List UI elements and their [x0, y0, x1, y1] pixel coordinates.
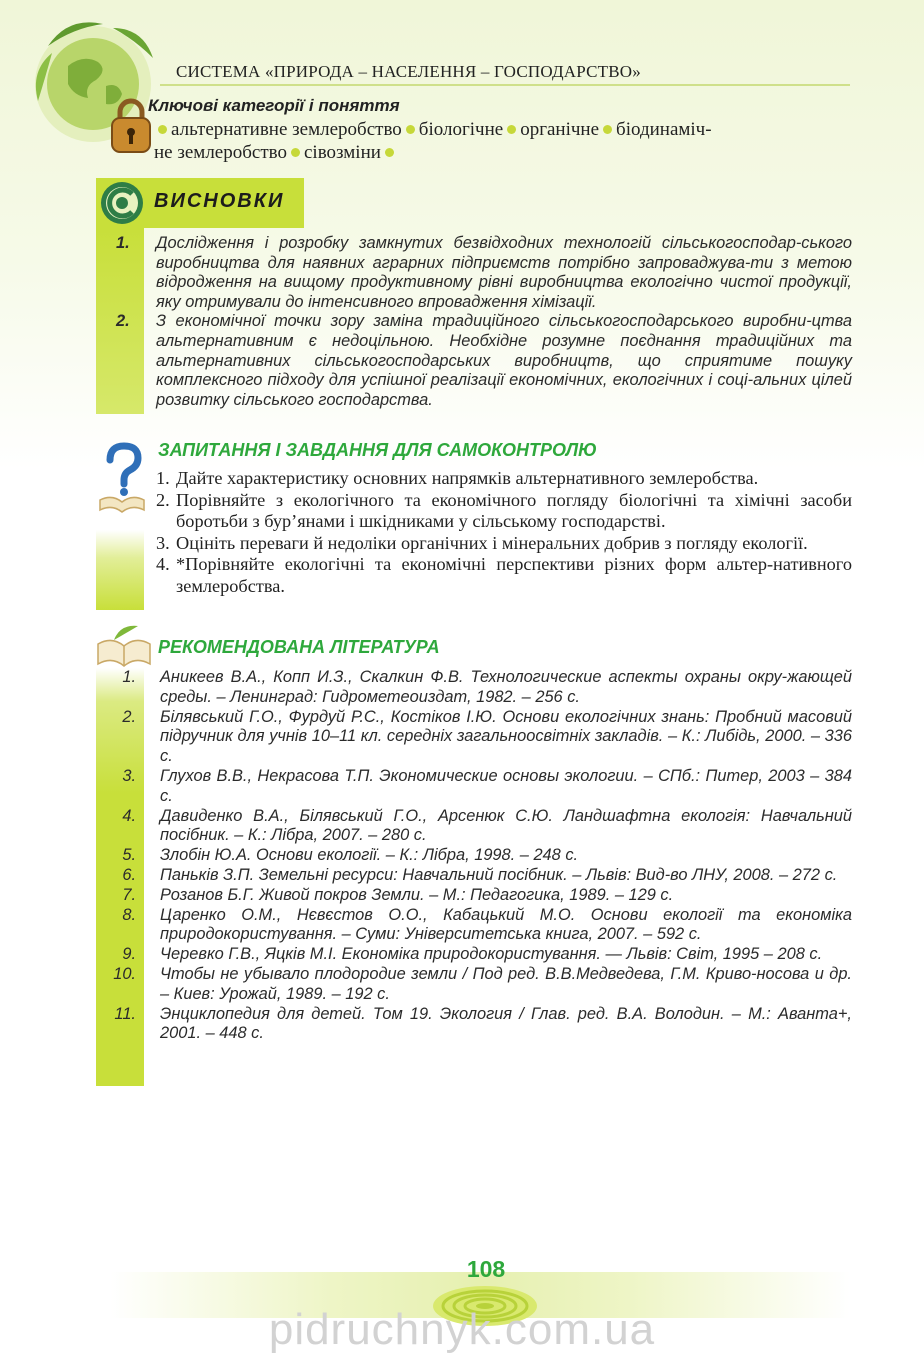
literature-number: 10.	[113, 964, 136, 983]
literature-item	[96, 1005, 852, 1045]
question-item	[156, 554, 852, 597]
literature-text: Паньків З.П. Земельні ресурси: Навчальний посібник. – Львів: Вид-во ЛНУ, 2008. – 272 с.	[160, 865, 838, 884]
literature-text: Аникеев В.А., Копп И.З., Скалкин Ф.В. Технологические аспекты охраны окру-жающей среды. – Ленинград: Гидрометеоиздат, 1982. – 256 с.	[160, 668, 852, 706]
conclusion-number: 1.	[116, 234, 130, 252]
bullet-dot	[406, 125, 415, 134]
literature-item	[96, 708, 852, 767]
literature-number: 8.	[122, 905, 136, 924]
bullet-dot	[158, 125, 167, 134]
literature-text: Злобін Ю.А. Основи екології. – К.: Лібра, 1998. – 248 с.	[160, 846, 579, 865]
literature-item	[96, 866, 852, 886]
term: органічне	[520, 119, 600, 140]
conclusions-list	[96, 234, 852, 410]
literature-item	[96, 965, 852, 1005]
literature-item	[96, 767, 852, 807]
question-number: 2.	[156, 489, 170, 510]
term: біодинаміч-	[616, 119, 712, 140]
literature-item	[96, 668, 852, 708]
literature-item	[96, 846, 852, 866]
literature-number: 7.	[122, 885, 136, 904]
question-text: Дайте характеристику основних напрямків альтернативного землеробства.	[176, 468, 759, 488]
literature-text: Давиденко В.А., Білявський Г.О., Арсенюк С.Ю. Ландшафтна екологія: Навчальний посібник. – К.: Лібра, 2007. – 280 с.	[160, 806, 852, 845]
question-number: 1.	[156, 468, 170, 488]
term: альтернативне землеробство	[171, 119, 402, 140]
literature-text: Черевко Г.В., Яцків М.І. Економіка природокористування. — Львів: Світ, 1995 – 208 с.	[160, 945, 823, 964]
question-text: Оцініть переваги й недоліки органічних і мінеральних добрив з погляду екології.	[176, 532, 808, 553]
key-categories-title: Ключові категорії і поняття	[148, 96, 400, 115]
literature-item	[96, 945, 852, 965]
key-categories-terms	[154, 118, 854, 164]
literature-title: РЕКОМЕНДОВАНА ЛІТЕРАТУРА	[158, 637, 440, 657]
question-text: Порівняйте з екологічного та економічного погляду біологічні та хімічні засоби боротьби з бур’янами і шкідниками у сільському господарстві.	[176, 489, 852, 532]
watermark: pidruchnyk.com.ua	[268, 1305, 656, 1354]
page-number: 108	[466, 1256, 506, 1282]
terms-line-1	[154, 118, 854, 141]
conclusion-text: Дослідження і розробку замкнутих безвідходних технологій сільськогосподар-ського виробництва для наявних аграрних підприємств потрібно запроваджува-ти з метою відродження на вищому продуктивному рівні виробництва екологічно чистої продукції, яку отримували до інтенсивного впровадження хімізації.	[156, 234, 852, 311]
literature-text: Розанов Б.Г. Живой покров Земли. – М.: Педагогика, 1989. – 129 с.	[160, 885, 674, 904]
literature-text: Энциклопедия для детей. Том 19. Экология / Глав. ред. В.А. Володин. – М.: Аванта+, 2001. – 448 с.	[160, 1004, 852, 1043]
question-number: 3.	[156, 532, 170, 553]
literature-list	[96, 668, 852, 1044]
literature-text: Царенко О.М., Нєвєстов О.О., Кабацький М.О. Основи екології та економіка природокористування. – Суми: Університетська книга, 2007. – 592 с.	[160, 905, 852, 944]
bullet-dot	[385, 148, 394, 157]
conclusion-number: 2.	[116, 312, 130, 331]
conclusions-emblem-icon	[98, 180, 146, 226]
literature-number: 6.	[122, 865, 136, 884]
term: біологічне	[418, 119, 504, 140]
literature-text: Чтобы не убывало плодородие земли / Под ред. В.В.Медведева, Г.М. Криво-носова и др. – Киев: Урожай, 1989. – 192 с.	[160, 964, 852, 1003]
literature-number: 4.	[122, 806, 136, 825]
terms-line-2	[154, 141, 854, 164]
literature-item	[96, 886, 852, 906]
term: не землеробство	[154, 142, 287, 163]
literature-number: 11.	[114, 1004, 136, 1023]
conclusions-title: ВИСНОВКИ	[154, 190, 285, 212]
bullet-dot	[603, 125, 612, 134]
literature-text: Глухов В.В., Некрасова Т.П. Экономические основы экологии. – СПб.: Питер, 2003 – 384 с.	[160, 766, 852, 805]
header-divider	[160, 84, 850, 86]
literature-item	[96, 807, 852, 847]
literature-item	[96, 906, 852, 946]
literature-number: 3.	[122, 766, 136, 785]
term: сівозміни	[303, 142, 381, 163]
conclusion-text: З економічної точки зору заміна традиційного сільськогосподарського виробни-цтва альтернативним є недоцільною. Необхідне розумне поєднання традиційних та альтернативних сільськогосподарських виробництв, що сприятиме пошуку комплексного підходу для успішної реалізації економічних, екологічних і соці-альних цілей розвитку сільського господарства.	[156, 312, 852, 409]
questions-list	[156, 468, 852, 598]
bullet-dot	[291, 148, 300, 157]
questions-side-strip	[96, 530, 144, 610]
question-item	[156, 533, 852, 555]
conclusion-item	[96, 312, 852, 410]
question-item	[156, 490, 852, 533]
running-header: СИСТЕМА «ПРИРОДА – НАСЕЛЕННЯ – ГОСПОДАРСТВО»	[176, 62, 641, 81]
literature-number: 2.	[122, 707, 136, 726]
literature-number: 1.	[122, 668, 136, 686]
bullet-dot	[507, 125, 516, 134]
conclusion-item	[96, 234, 852, 312]
open-book-icon	[94, 622, 154, 670]
questions-title: ЗАПИТАННЯ І ЗАВДАННЯ ДЛЯ САМОКОНТРОЛЮ	[158, 440, 597, 460]
literature-number: 9.	[122, 945, 136, 964]
question-number: 4.	[156, 554, 170, 575]
question-text: *Порівняйте екологічні та економічні перспективи різних форм альтер-нативного землеробства.	[176, 554, 852, 596]
literature-text: Білявський Г.О., Фурдуй Р.С., Костіков І.Ю. Основи екологічних знань: Пробний масовий підручник для учнів 10–11 кл. середніх загальноосвітніх закладів. – К.: Либідь, 2000. – 336 с.	[160, 707, 852, 766]
question-item	[156, 468, 852, 490]
literature-number: 5.	[122, 846, 136, 865]
question-book-icon	[96, 442, 148, 514]
